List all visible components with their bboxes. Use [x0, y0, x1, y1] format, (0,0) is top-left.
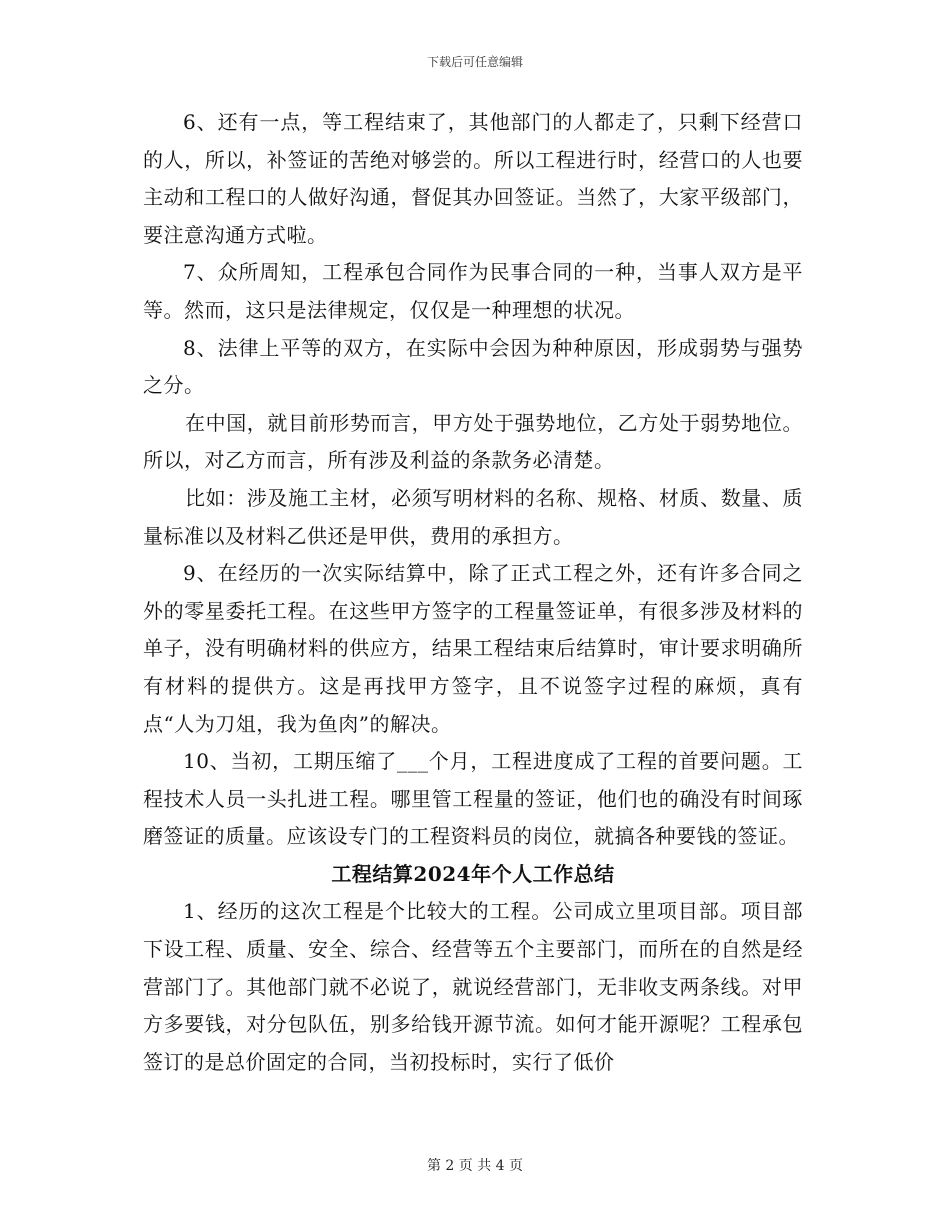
paragraph-10: 10、当初，工期压缩了___个月，工程进度成了工程的首要问题。工程技术人员一头扎进工程。哪里管工程量的签证，他们也的确没有时间琢磨签证的质量。应该设专门的工程资料员的岗位，就搞各种要钱的签证。	[143, 749, 803, 849]
document-body	[143, 104, 803, 1081]
section-paragraph-1: 1、经历的这次工程是个比较大的工程。公司成立里项目部。项目部下设工程、质量、安全、综合、经营等五个主要部门，而所在的自然是经营部门了。其他部门就不必说了，就说经营部门，无非收支两条线。对甲方多要钱，对分包队伍，别多给钱开源节流。如何才能开源呢？工程承包签订的是总价固定的合同，当初投标时，实行了低价	[143, 899, 803, 1074]
paragraph-9: 9、在经历的一次实际结算中，除了正式工程之外，还有许多合同之外的零星委托工程。在这些甲方签字的工程量签证单，有很多涉及材料的单子，没有明确材料的供应方，结果工程结束后结算时，审计要求明确所有材料的提供方。这是再找甲方签字，且不说签字过程的麻烦，真有点“人为刀俎，我为鱼肉”的解决。	[143, 561, 803, 736]
page-header: 下载后可任意编辑	[426, 55, 523, 69]
page-footer: 第 2 页 共 4 页	[426, 1158, 524, 1174]
paragraph-8: 8、法律上平等的双方，在实际中会因为种种原因，形成弱势与强势之分。	[143, 335, 803, 398]
paragraph-china: 在中国，就目前形势而言，甲方处于强势地位，乙方处于弱势地位。所以，对乙方而言，所有涉及利益的条款务必清楚。	[143, 410, 803, 473]
section-title: 工程结算2024年个人工作总结	[331, 861, 615, 886]
paragraph-7: 7、众所周知，工程承包合同作为民事合同的一种，当事人双方是平等。然而，这只是法律规定，仅仅是一种理想的状况。	[143, 260, 803, 322]
paragraph-example: 比如：涉及施工主材，必须写明材料的名称、规格、材质、数量、质量标准以及材料乙供还是甲供，费用的承担方。	[143, 485, 803, 548]
paragraph-6: 6、还有一点，等工程结束了，其他部门的人都走了，只剩下经营口的人，所以，补签证的苦绝对够尝的。所以工程进行时，经营口的人也要主动和工程口的人做好沟通，督促其办回签证。当然了，大家平级部门，要注意沟通方式啦。	[143, 110, 803, 247]
